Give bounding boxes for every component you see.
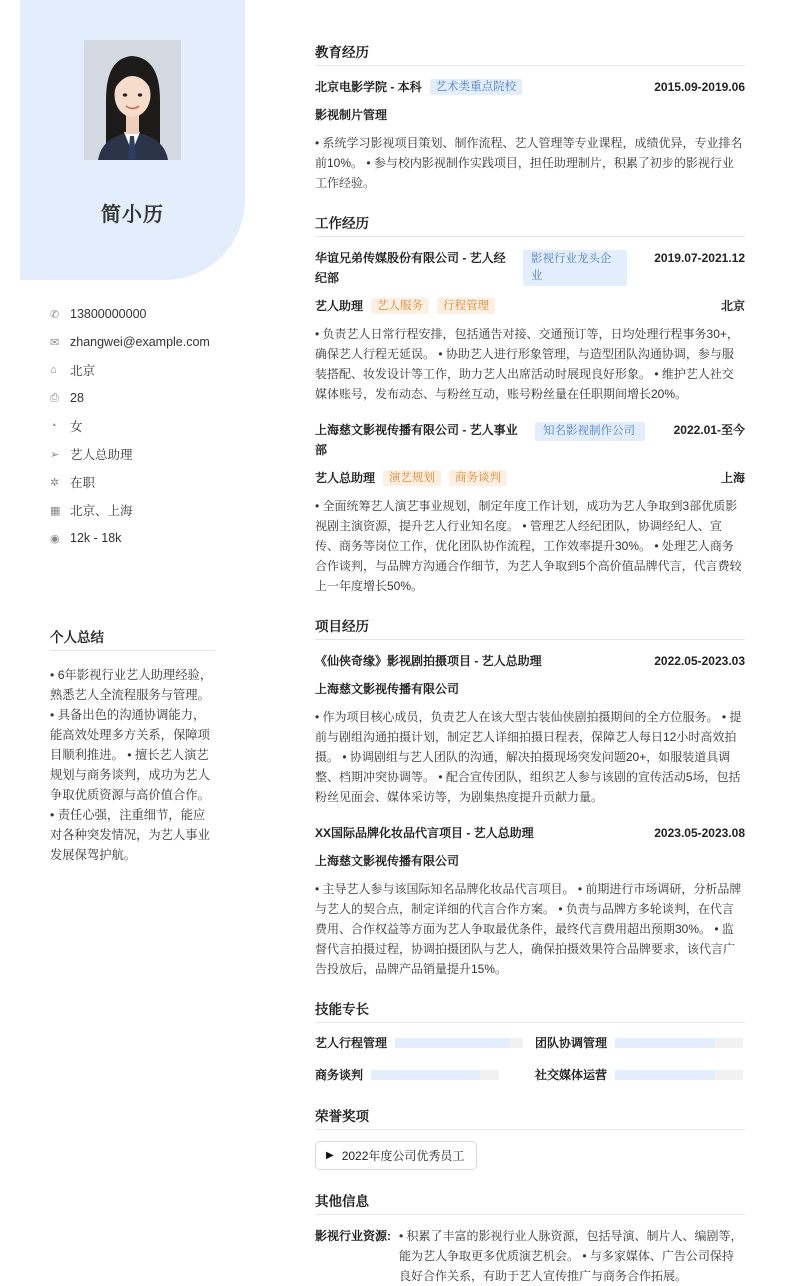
- gender-icon: ◔: [50, 420, 57, 432]
- play-triangle-icon: ▶: [326, 1150, 334, 1161]
- award-label: 2022年度公司优秀员工: [341, 1149, 465, 1163]
- contact-item: [50, 412, 250, 440]
- mail-icon: ✉: [50, 336, 60, 349]
- section-title-education: 教育经历: [315, 41, 745, 66]
- section-title-skills: 技能专长: [315, 998, 745, 1023]
- sidebar: [0, 0, 260, 1286]
- contact-item: [50, 440, 250, 468]
- skill-tag: 演艺规划: [383, 470, 441, 486]
- company-tag: 影视行业龙头企业: [523, 250, 627, 286]
- contact-value: 28: [70, 391, 84, 405]
- project-org: 上海慈文影视传播有限公司: [315, 854, 460, 868]
- work-desc: • 负责艺人日常行程安排，包括通告对接、交通预订等，日均处理行程事务30+，确保艺人行程无延误。 • 协助艺人进行形象管理，与造型团队沟通协调，参与服装搭配、妆发设计等工作，助力艺人出席活动时展现良好形象。 • 维护艺人社交媒体账号，发布动态、与粉丝互动，账号粉丝量在任职期间增长20%。: [315, 327, 739, 401]
- project-name: XX国际品牌化妆品代言项目 - 艺人总助理: [315, 826, 534, 840]
- skill-bar-fill: [615, 1038, 715, 1048]
- contact-value: 13800000000: [70, 307, 147, 321]
- contact-value: 北京: [70, 364, 96, 378]
- profile-photo: [84, 40, 181, 160]
- award-item[interactable]: [315, 1141, 477, 1170]
- role: 艺人总助理: [315, 471, 376, 485]
- project-desc: • 主导艺人参与该国际知名品牌化妆品代言项目。 • 前期进行市场调研，分析品牌与艺人的契合点，制定详细的代言合作方案。 • 负责与品牌方多轮谈判，在代言费用、合作权益等方面为艺人争取最优条件，最终代言费用超出预期30%。 • 监督代言拍摄过程，协调拍摄团队与艺人，确保拍摄效果符合品牌要求，该代言广告投放后，品牌产品销量提升15%。: [315, 882, 742, 976]
- other-label: 影视行业资源:: [315, 1229, 391, 1243]
- company-tag: 知名影视制作公司: [535, 422, 645, 441]
- contact-value: zhangwei@example.com: [70, 335, 210, 349]
- work-city: 上海: [720, 471, 745, 485]
- section-title: 个人总结: [50, 626, 215, 651]
- contact-value: 在职: [70, 476, 96, 490]
- contact-item: [50, 300, 250, 328]
- work-city: 北京: [720, 299, 745, 313]
- contact-value: 北京、上海: [70, 504, 133, 518]
- age-icon: ⎙: [50, 391, 59, 404]
- skill-bar-rest: [510, 1038, 523, 1048]
- contact-value: 12k - 18k: [70, 531, 122, 545]
- work-item-header: [315, 248, 745, 288]
- work-role-row: [315, 468, 745, 488]
- work-role-row: [315, 296, 745, 316]
- section-title-other: 其他信息: [315, 1190, 745, 1215]
- work-desc: • 全面统筹艺人演艺事业规划，制定年度工作计划，成功为艺人争取到3部优质影视剧主演资源，提升艺人行业知名度。 • 管理艺人经纪团队，协调经纪人、宣传、商务等岗位工作，优化团队协作流程，工作效率提升30%。 • 处理艺人商务合作谈判，与品牌方沟通合作细节，为艺人争取到5个高价值品牌代言，代言费较上一年度增长50%。: [315, 499, 742, 593]
- contact-list: [50, 300, 250, 552]
- skill-tag: 行程管理: [437, 298, 495, 314]
- skill-bar: [395, 1038, 523, 1048]
- building-icon: ▦: [50, 504, 61, 517]
- salary-icon: ◉: [50, 532, 60, 545]
- skill-item: [535, 1034, 743, 1051]
- skill-item: [315, 1066, 499, 1083]
- contact-item: [50, 468, 250, 496]
- skill-bar: [371, 1070, 499, 1080]
- profile-name: 简小历: [101, 204, 164, 226]
- project-date: 2023.05-2023.08: [654, 826, 745, 840]
- skill-bar: [615, 1070, 743, 1080]
- skill-bar-fill: [371, 1070, 480, 1080]
- profile-card: [20, 0, 245, 280]
- school-tag: 艺术类重点院校: [430, 79, 523, 95]
- work-date: 2019.07-2021.12: [654, 251, 745, 265]
- home-icon: ⌂: [50, 364, 57, 376]
- skill-bar-rest: [480, 1070, 499, 1080]
- skill-name: 团队协调管理: [535, 1036, 608, 1050]
- summary-section: [50, 626, 215, 865]
- avatar-illustration: [84, 40, 181, 160]
- section-title-projects: 项目经历: [315, 615, 745, 640]
- skill-bar-rest: [715, 1070, 743, 1080]
- company-name: 上海慈文影视传播有限公司 - 艺人事业部: [315, 423, 518, 457]
- skill-tag: 艺人服务: [371, 298, 429, 314]
- contact-item: [50, 328, 250, 356]
- work-date: 2022.01-至今: [673, 423, 745, 437]
- role: 艺人助理: [315, 299, 364, 313]
- project-header: [315, 651, 745, 671]
- contact-value: 女: [70, 420, 83, 434]
- status-icon: ✲: [50, 476, 60, 489]
- education-desc: • 系统学习影视项目策划、制作流程、艺人管理等专业课程，成绩优异，专业排名前10%。 • 参与校内影视制作实践项目，担任助理制片，积累了初步的影视行业工作经验。: [315, 136, 743, 190]
- section-title-work: 工作经历: [315, 212, 745, 237]
- section-title-awards: 荣誉奖项: [315, 1105, 745, 1130]
- other-info: [315, 1226, 745, 1286]
- education-major-row: [315, 105, 745, 125]
- major: 影视制片管理: [315, 108, 388, 122]
- contact-item: [50, 496, 250, 524]
- contact-value: 艺人总助理: [70, 448, 133, 462]
- company-name: 华谊兄弟传媒股份有限公司 - 艺人经纪部: [315, 251, 506, 285]
- skill-bar-fill: [395, 1038, 510, 1048]
- skill-item: [315, 1034, 523, 1051]
- education-header: [315, 77, 745, 97]
- skill-bar-fill: [615, 1070, 715, 1080]
- skill-name: 艺人行程管理: [315, 1036, 388, 1050]
- contact-item: [50, 356, 250, 384]
- skill-item: [535, 1066, 743, 1083]
- project-desc: • 作为项目核心成员，负责艺人在该大型古装仙侠剧拍摄期间的全方位服务。 • 提前与剧组沟通拍摄计划，制定艺人详细拍摄日程表，保障艺人每日12小时高效拍摄。 • 协调剧组与艺人团队的沟通，解决拍摄现场突发问题20+，如服装道具调整、档期冲突协调等。 • 配合宣传团队，组织艺人参与该剧的宣传活动5场，包括粉丝见面会、媒体采访等，为剧集热度提升贡献力量。: [315, 710, 742, 804]
- send-icon: ➢: [50, 448, 60, 461]
- skill-bar-rest: [715, 1038, 743, 1048]
- other-text: • 积累了丰富的影视行业人脉资源，包括导演、制片人、编剧等，能为艺人争取更多优质演艺机会。 • 与多家媒体、广告公司保持良好合作关系，有助于艺人宣传推广与商务合作拓展。: [399, 1229, 743, 1283]
- school-name: 北京电影学院 - 本科: [315, 80, 422, 94]
- project-header: [315, 823, 745, 843]
- project-org-row: [315, 851, 745, 871]
- skill-name: 商务谈判: [315, 1068, 364, 1082]
- contact-item: [50, 384, 250, 412]
- phone-icon: ✆: [50, 308, 60, 321]
- project-date: 2022.05-2023.03: [654, 654, 745, 668]
- work-item-header: [315, 420, 745, 460]
- project-org-row: [315, 679, 745, 699]
- skill-name: 社交媒体运营: [535, 1068, 608, 1082]
- education-date: 2015.09-2019.06: [654, 80, 745, 94]
- summary-text: • 6年影视行业艺人助理经验，熟悉艺人全流程服务与管理。 • 具备出色的沟通协调能力，能高效处理多方关系，保障项目顺利推进。 • 擅长艺人演艺规划与商务谈判，成功为艺人争取优质资源与高价值合作。 • 责任心强，注重细节，能应对各种突发情况，为艺人事业发展保驾护航。: [50, 668, 213, 862]
- project-org: 上海慈文影视传播有限公司: [315, 682, 460, 696]
- skill-bar: [615, 1038, 743, 1048]
- project-name: 《仙侠奇缘》影视剧拍摄项目 - 艺人总助理: [315, 654, 542, 668]
- contact-item: [50, 524, 250, 552]
- skill-tag: 商务谈判: [449, 470, 507, 486]
